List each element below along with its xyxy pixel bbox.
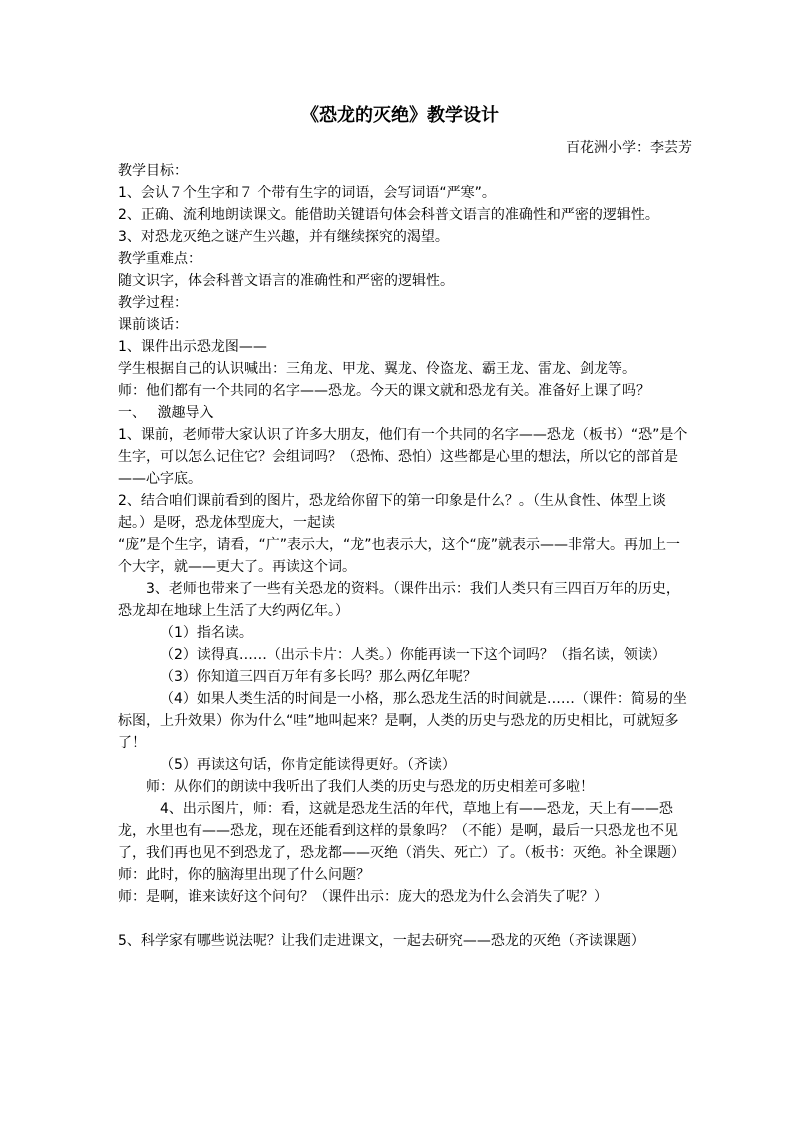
- paragraph: 3、老师也带来了一些有关恐龙的资料。（课件出示：我们人类只有三四百万年的历史，恐龙却在地球上生活了大约两亿年。）: [118, 581, 680, 619]
- document-body: [118, 160, 688, 952]
- paragraph: 4、出示图片，师：看，这就是恐龙生活的年代，草地上有——恐龙，天上有——恐龙，水里也有——恐龙，现在还能看到这样的景象吗？（不能）是啊，最后一只恐龙也不见了，我们再也见不到恐龙了，恐龙都——灭绝（消失、死亡）了。（板书：灭绝。补全课题） 师：此时，你的脑海里出现了什么问题？: [118, 801, 685, 883]
- section-heading: 教学过程：: [118, 295, 188, 311]
- paragraph: 2、正确、流利地朗读课文。能借助关键语句体会科普文语言的准确性和严密的逻辑性。: [118, 207, 659, 223]
- section-heading: 教学目标：: [118, 163, 188, 179]
- document-author: 百花洲小学：李芸芳: [566, 140, 692, 156]
- paragraph: 3、对恐龙灭绝之谜产生兴趣，并有继续探究的渴望。: [118, 229, 449, 245]
- section-heading: 教学重难点：: [118, 251, 202, 267]
- paragraph: 1、课件出示恐龙图——: [118, 339, 267, 355]
- section-heading: 一、 激趣导入: [118, 405, 214, 421]
- paragraph: （4）如果人类生活的时间是一小格，那么恐龙生活的时间就是……（课件：简易的坐标图，上升效果）你为什么“哇”地叫起来？是啊，人类的历史与恐龙的历史相比，可就短多了！: [118, 691, 687, 751]
- paragraph: 随文识字，体会科普文语言的准确性和严密的逻辑性。: [118, 273, 454, 289]
- blank-line: [118, 908, 688, 930]
- paragraph: 5、科学家有哪些说法呢？让我们走进课文，一起去研究——恐龙的灭绝（齐读课题）: [118, 933, 645, 949]
- document-title: 《恐龙的灭绝》教学设计: [301, 105, 499, 126]
- paragraph: 师：他们都有一个共同的名字——恐龙。今天的课文就和恐龙有关。准备好上课了吗？: [118, 383, 650, 399]
- paragraph: 师：从你们的朗读中我听出了我们人类的历史与恐龙的历史相差可多啦！: [146, 779, 594, 795]
- paragraph: 学生根据自己的认识喊出：三角龙、甲龙、翼龙、伶盗龙、霸王龙、雷龙、剑龙等。: [118, 361, 636, 377]
- paragraph: （1）指名读。: [160, 625, 253, 641]
- paragraph: （5）再读这句话，你肯定能读得更好。（齐读）: [160, 757, 456, 773]
- paragraph: 1、会认７个生字和７ 个带有生字的词语，会写词语“严寒”。: [118, 185, 496, 201]
- section-heading: 课前谈话：: [118, 317, 188, 333]
- paragraph: （2）读得真……（出示卡片：人类。）你能再读一下这个词吗？（指名读，领读）: [160, 647, 666, 663]
- paragraph: 师：是啊，谁来读好这个问句？（课件出示：庞大的恐龙为什么会消失了呢？）: [118, 889, 608, 905]
- paragraph: 1、课前，老师带大家认识了许多大朋友，他们有一个共同的名字——恐龙（板书）“恐”是个生字，可以怎么记住它？会组词吗？（恐怖、恐怕）这些都是心里的想法，所以它的部首是——心字底。: [118, 427, 688, 487]
- paragraph: 2、结合咱们课前看到的图片，恐龙给你留下的第一印象是什么？。（生从食性、体型上谈起。）是呀，恐龙体型庞大，一起读: [118, 493, 666, 531]
- paragraph: （3）你知道三四百万年有多长吗？那么两亿年呢？: [160, 669, 477, 685]
- paragraph: “庞”是个生字，请看，“广”表示大，“龙”也表示大，这个“庞”就表示——非常大。再加上一个大字，就——更大了。再读这个词。: [118, 537, 681, 575]
